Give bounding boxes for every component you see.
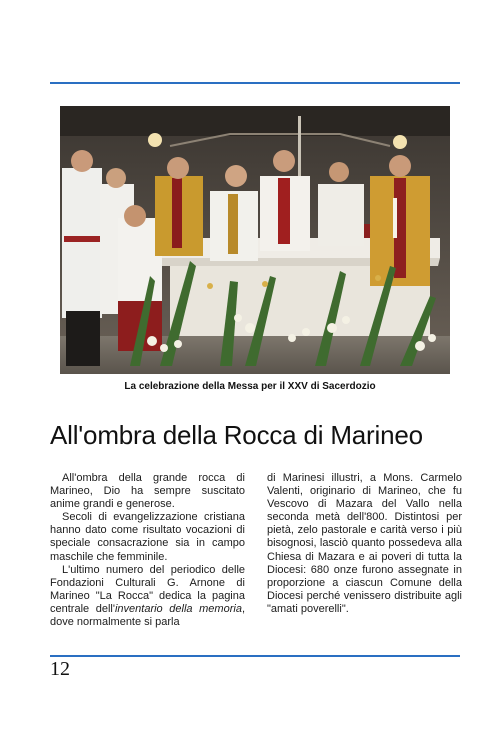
- article-headline: All'ombra della Rocca di Marineo: [50, 420, 423, 450]
- ceremony-photo: [60, 106, 450, 374]
- top-rule: [50, 82, 460, 84]
- paragraph: di Marinesi illustri, a Mons. Carmelo Valenti, originario di Marineo, che fu Vescovo di Mazara del Vallo nella seconda metà dell'800. Distintosi per pietà, zelo pastorale e carità verso i più bisognosi, lasciò quanto possedeva alla Chiesa di Mazara e ai poveri di tutta la Diocesi: 680 onze furono assegnate in proporzione a ciascun Comune della Diocesi perché venissero distribuite agli "amati poverelli".: [267, 472, 462, 615]
- photo-caption: La celebrazione della Messa per il XXV di Sacerdozio: [124, 381, 376, 392]
- mass-celebration-image: [60, 106, 450, 374]
- paragraph-text: L'ultimo numero del periodico delle Fondazioni Culturali G. Arnone di Marineo "La Rocca" dedica la pagina centrale dell': [50, 563, 245, 615]
- bottom-rule: [50, 655, 460, 657]
- article-column-right: [267, 472, 462, 616]
- paragraph: Secoli di evangelizzazione cristiana hanno dato come risultato vocazioni di speciale consacrazione sia in campo maschile che femminile.: [50, 511, 245, 563]
- article-column-left: [50, 472, 245, 629]
- italic-title: inventario della memoria: [114, 602, 242, 615]
- page-number: 12: [50, 658, 70, 680]
- paragraph: [50, 564, 245, 629]
- paragraph-text: , dove normalmente si parla: [50, 602, 245, 629]
- paragraph: All'ombra della grande rocca di Marineo, Dio ha sempre suscitato anime grandi e generose.: [50, 472, 245, 511]
